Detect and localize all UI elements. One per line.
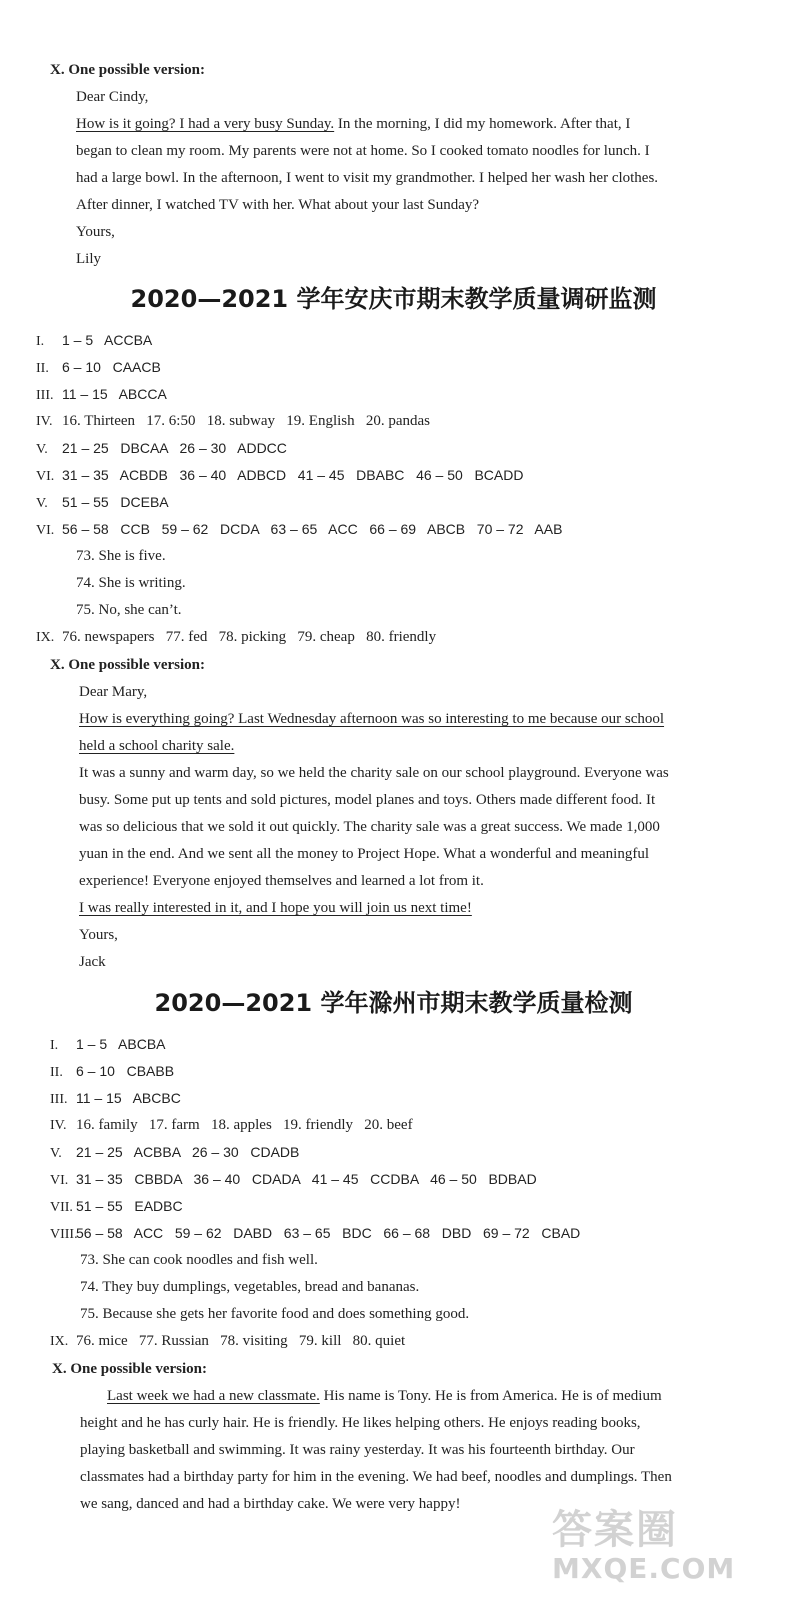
exam-title: 2020—2021 学年安庆市期末教学质量调研监测 — [130, 285, 657, 313]
letter-line: busy. Some put up tents and sold pictures, model planes and toys. Others made different food. It — [79, 792, 656, 808]
letter-closing: Yours, — [79, 927, 118, 943]
essay-line: Last week we had a new classmate. His name is Tony. He is from America. He is of medium — [107, 1388, 662, 1404]
answer-row: V. 21 – 25 ACBBA 26 – 30 CDADB — [50, 1144, 300, 1161]
answer-row: III. 11 – 15 ABCCA — [36, 386, 167, 403]
answer-row: VI. 31 – 35 CBBDA 36 – 40 CDADA 41 – 45 CCDBA 46 – 50 BDBAD — [50, 1171, 537, 1188]
section-label: X. One possible version: — [50, 62, 206, 78]
letter-line: I was really interested in it, and I hope you will join us next time! — [79, 900, 472, 916]
letter-greeting: Dear Mary, — [79, 684, 148, 700]
letter-line: yuan in the end. And we sent all the money to Project Hope. What a wonderful and meaningful — [79, 846, 649, 862]
essay-line: height and he has curly hair. He is friendly. He likes helping others. He enjoys reading books, — [80, 1415, 641, 1431]
answer-row: IV. 16. Thirteen 17. 6:50 18. subway 19. English 20. pandas — [36, 413, 431, 429]
sub-answer: 73. She is five. — [76, 548, 166, 564]
letter-line: It was a sunny and warm day, so we held the charity sale on our school playground. Everyone was — [79, 765, 669, 781]
answer-row: VII. 51 – 55 EADBC — [50, 1198, 183, 1215]
watermark-url: MXQE.COM — [552, 1552, 736, 1585]
essay-line: we sang, danced and had a birthday cake. We were very happy! — [80, 1496, 461, 1512]
answer-row: IX. 76. newspapers 77. fed 78. picking 79. cheap 80. friendly — [36, 629, 437, 645]
answer-row: IX. 76. mice 77. Russian 78. visiting 79. kill 80. quiet — [50, 1333, 406, 1349]
answer-row: V. 51 – 55 DCEBA — [36, 494, 169, 511]
letter-line: How is it going? I had a very busy Sunday. In the morning, I did my homework. After that, I — [76, 116, 631, 132]
letter-line: How is everything going? Last Wednesday afternoon was so interesting to me because our school — [79, 711, 665, 727]
section-label: X. One possible version: — [52, 1361, 208, 1377]
answer-row: V. 21 – 25 DBCAA 26 – 30 ADDCC — [36, 440, 287, 457]
essay-line: classmates had a birthday party for him in the evening. We had beef, noodles and dumplings. Then — [80, 1469, 672, 1485]
letter-line: was so delicious that we sold it out quickly. The charity sale was a great success. We made 1,000 — [79, 819, 660, 835]
answer-row: III. 11 – 15 ABCBC — [50, 1090, 181, 1107]
sub-answer: 75. Because she gets her favorite food and does something good. — [80, 1306, 470, 1322]
watermark-logo-text: 答案圈 — [552, 1507, 678, 1553]
letter-greeting: Dear Cindy, — [76, 89, 149, 105]
sub-answer: 74. They buy dumplings, vegetables, bread and bananas. — [80, 1279, 420, 1295]
answer-row: VI. 56 – 58 CCB 59 – 62 DCDA 63 – 65 ACC 66 – 69 ABCB 70 – 72 AAB — [36, 521, 563, 538]
answer-row: VI. 31 – 35 ACBDB 36 – 40 ADBCD 41 – 45 DBABC 46 – 50 BCADD — [36, 467, 524, 484]
site-watermark — [552, 1508, 780, 1594]
section-label: X. One possible version: — [50, 657, 206, 673]
letter-line: began to clean my room. My parents were not at home. So I cooked tomato noodles for lunch. I — [76, 143, 650, 159]
sub-answer: 75. No, she can’t. — [76, 602, 182, 618]
letter-signature: Jack — [79, 954, 106, 970]
answer-row: IV. 16. family 17. farm 18. apples 19. friendly 20. beef — [50, 1117, 413, 1133]
exam-title: 2020—2021 学年滁州市期末教学质量检测 — [154, 989, 633, 1017]
sub-answer: 74. She is writing. — [76, 575, 186, 591]
answer-row: I. 1 – 5 ACCBA — [36, 332, 153, 349]
letter-closing: Yours, — [76, 224, 115, 240]
sub-answer: 73. She can cook noodles and fish well. — [80, 1252, 318, 1268]
letter-line: had a large bowl. In the afternoon, I went to visit my grandmother. I helped her wash her clothes. — [76, 170, 659, 186]
essay-line: playing basketball and swimming. It was rainy yesterday. It was his fourteenth birthday. Our — [80, 1442, 635, 1458]
answer-row: II. 6 – 10 CBABB — [50, 1063, 175, 1080]
answer-row: I. 1 – 5 ABCBA — [50, 1036, 166, 1053]
answer-row: VIII.56 – 58 ACC 59 – 62 DABD 63 – 65 BDC 66 – 68 DBD 69 – 72 CBAD — [50, 1225, 581, 1242]
letter-line: experience! Everyone enjoyed themselves and learned a lot from it. — [79, 873, 484, 889]
answer-row: II. 6 – 10 CAACB — [36, 359, 161, 376]
letter-signature: Lily — [76, 251, 101, 267]
letter-line: After dinner, I watched TV with her. What about your last Sunday? — [76, 197, 480, 213]
letter-line: held a school charity sale. — [79, 738, 235, 754]
